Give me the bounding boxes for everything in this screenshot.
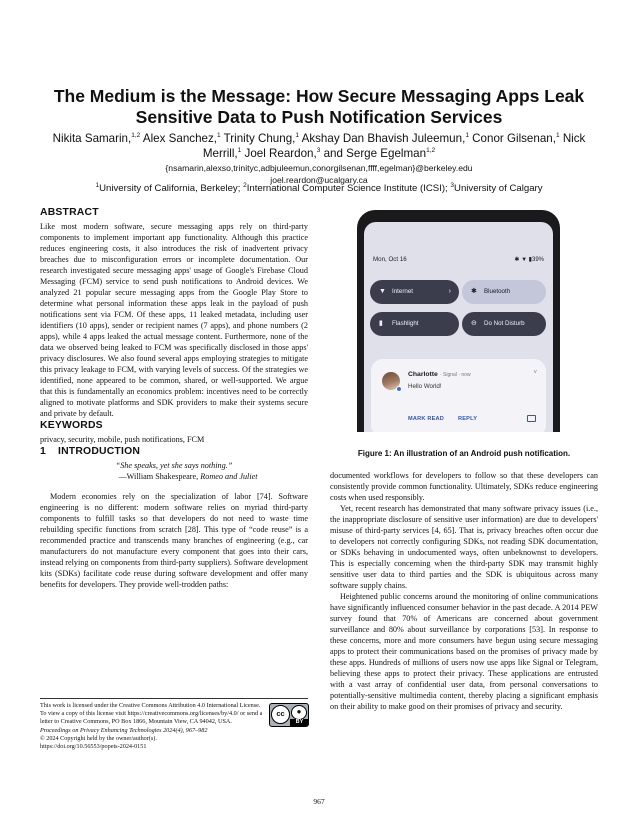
author-affil-mark: 1: [217, 132, 221, 140]
affiliation: University of Calgary: [454, 183, 543, 194]
author-affil-mark: 1: [555, 132, 560, 140]
author-affil-mark: 1: [237, 147, 242, 155]
epigraph-quote: “She speaks, yet she says nothing.”: [115, 461, 233, 470]
affil-mark: 2: [243, 181, 247, 189]
notification-sender: Charlotte: [408, 371, 438, 378]
doi-link[interactable]: https://doi.org/10.56553/popets-2024-0151: [40, 743, 147, 751]
author-name: Nikita Samarin,: [52, 132, 132, 145]
license-text: This work is licensed under the Creative Commons Attribution 4.0 International License. To view a copy of this license visit https://creativecommons.org/licenses/by/4.0/ or send a letter to Creative Commons, PO Box 1866, Mountain View, CA 94042, USA.: [40, 702, 263, 726]
keywords-text: privacy, security, mobile, push notifications, FCM: [40, 435, 205, 444]
author-list: [40, 131, 598, 161]
tile-label: Do Not Disturb: [484, 320, 525, 327]
author-separator: and: [323, 147, 343, 160]
proceedings-line: Proceedings on Privacy Enhancing Technologies 2024(4), 967–982: [40, 726, 208, 734]
tile-internet[interactable]: [370, 280, 459, 304]
affiliations: [40, 183, 598, 195]
status-date: Mon, Oct 16: [373, 256, 407, 263]
epigraph-author: —William Shakespeare,: [118, 472, 199, 481]
author-affil-mark: 1,2: [131, 132, 141, 140]
affil-mark: 3: [450, 181, 455, 189]
cc-by-label: BY: [290, 719, 309, 726]
section-title: INTRODUCTION: [58, 446, 141, 457]
tile-label: Flashlight: [392, 320, 419, 327]
tile-label: Bluetooth: [484, 288, 511, 295]
author-name: Akshay Dan Bhavish Juleemun,: [301, 132, 466, 145]
reply-inline-icon[interactable]: [527, 415, 536, 422]
email-line: joel.reardon@ucalgary.ca: [270, 175, 368, 185]
cc-by-badge-icon: [269, 703, 309, 727]
affiliation: University of California, Berkeley;: [99, 183, 241, 194]
epigraph-attribution: [40, 471, 308, 482]
tile-label: Internet: [392, 288, 413, 295]
notification-message: Hello World!: [408, 383, 442, 390]
notification-meta: · Signal · now: [440, 372, 471, 378]
author-affil-mark: 1: [465, 132, 469, 140]
epigraph-work: Romeo and Juliet: [200, 472, 258, 481]
phone-screen: [364, 222, 553, 432]
wifi-icon: ▼: [379, 288, 386, 295]
tile-do-not-disturb[interactable]: [462, 312, 546, 336]
affil-mark: 1: [95, 181, 100, 189]
author-name: Alex Sanchez,: [142, 132, 217, 145]
epigraph: [40, 460, 308, 482]
author-affil-mark: 3: [316, 147, 321, 155]
author-affil-mark: 1,2: [426, 147, 436, 155]
author-name: Joel Reardon,: [244, 147, 317, 160]
body-paragraph: Heightened public concerns around the monitoring of online communications have significantly influenced consumer behavior in the past decade. A 2014 PEW survey found that 70% of Americans are concerned about government surveillance and 80% about surveillance by corporations [53]. In response to these concerns, more and more consumers have begun using secure messaging apps to protect their communications based on the promises of privacy made by these apps. Hundreds of millions of users now use apps like Signal or Telegram, believing these apps to protect their privacy. These applications are entrusted with a vast array of confidential user data, from personal conversations to potentially-sensitive multimedia content, thereby placing a significant emphasis on their ability to make good on their promises of privacy and security.: [330, 592, 598, 711]
body-paragraph: documented workflows for developers to follow so that these developers can consistently provide common functionality. Ultimately, SDKs reduce engineering costs when used responsibly.: [330, 471, 598, 502]
tile-bluetooth[interactable]: [462, 280, 546, 304]
figure-caption: Figure 1: An illustration of an Android push notification.: [357, 449, 571, 458]
flashlight-icon: ▮: [379, 320, 383, 327]
author-name: Serge Egelman: [346, 147, 427, 160]
mark-read-button[interactable]: MARK READ: [408, 416, 444, 422]
app-badge-icon: [396, 386, 402, 392]
keywords-heading: KEYWORDS: [40, 420, 103, 431]
author-affil-mark: 1: [295, 132, 300, 140]
bluetooth-icon: ✱: [471, 288, 477, 295]
tile-flashlight[interactable]: [370, 312, 459, 336]
push-notification[interactable]: [371, 359, 546, 432]
attribution-icon: ●: [291, 705, 307, 720]
status-icons: ✱ ▼ ▮39%: [514, 257, 544, 263]
left-column: [40, 206, 308, 590]
intro-paragraph: Modern economies rely on the specialization of labor [74]. Software engineering is no different: modern software relies on myriad third-party components to fulfill tasks so that developers do not need to waste time rebuilding specific functions from scratch [28]. This type of “code reuse” is a recommended practice and transcends many branches of engineering (e.g., car manufacturers do not manufacture every component that goes into their cars, instead relying on components from third-party suppliers). Software development kits (SDKs) facilitate code reuse during software development and offer many benefits for developers. They provide well-trodden paths:: [40, 492, 308, 589]
abstract-text: Like most modern software, secure messaging apps rely on third-party components to implement important app functionality. Although this practice reduces engineering costs, it also introduces the risk of inadvertent privacy breaches due to misconfiguration errors or incomplete documentation. Our research investigated secure messaging apps' usage of Google's Firebase Cloud Messaging (FCM) service to send push notifications to Android devices. We analyzed 21 popular secure messaging apps from the Google Play Store to determine what personal information these apps leak in the payload of push notifications sent via FCM. Of these apps, 11 leaked metadata, including user identifiers (10 apps), sender or recipient names (7 apps), and phone numbers (2 apps), while 4 apps leaked the actual message content. Furthermore, none of the data we observed being leaked to FCM was specifically disclosed in those apps' privacy disclosures. We also found several apps employing strategies to mitigate this privacy leakage to FCM, with varying levels of success. Of the strategies we identified, none appeared to be common, shared, or well-supported. We argue that this is fundamentally an economics problem: incentives need to be correctly aligned to motivate platforms and SDK providers to make their systems secure and private by default.: [40, 222, 308, 418]
email-line: {nsamarin,alexso,trinityc,adbjuleemun,conorgilsenan,ffff,egelman}@berkeley.edu: [165, 163, 473, 173]
page-number: 967: [313, 797, 325, 806]
body-paragraph: Yet, recent research has demonstrated that many software privacy issues (i.e., the inappropriate disclosure of sensitive user information) are due to developers' misuse of third-party services [4, 65]. That is, privacy breaches often occur due to developers not correctly configuring SDKs, not reading SDK documentation, or SDKs behaving in undocumented ways, often unbeknownst to developers. This is especially concerning when the third-party SDK may transmit highly sensitive user data to third parties and the SDK is ubiquitous across many software supply chains.: [330, 504, 598, 590]
copyright-line: © 2024 Copyright held by the owner/author(s).: [40, 734, 157, 742]
paper-title: The Medium is the Message: How Secure Messaging Apps Leak Sensitive Data to Push Notification Services: [53, 86, 585, 127]
author-name: Nick Merrill,: [202, 132, 586, 160]
dnd-icon: ⊖: [471, 320, 477, 327]
intro-heading: [40, 445, 308, 458]
section-number: 1: [40, 446, 46, 457]
license-footnote: [40, 698, 308, 751]
author-name: Conor Gilsenan,: [472, 132, 556, 145]
affiliation: International Computer Science Institute (ICSI);: [246, 183, 448, 194]
cc-logo-icon: cc: [271, 705, 290, 724]
phone-illustration: [357, 210, 560, 432]
author-name: Trinity Chung,: [223, 132, 296, 145]
right-column: [330, 470, 598, 712]
reply-button[interactable]: REPLY: [458, 416, 478, 422]
chevron-down-icon[interactable]: ˅: [533, 370, 537, 376]
abstract-heading: ABSTRACT: [40, 207, 99, 218]
chevron-right-icon: ›: [448, 288, 451, 295]
